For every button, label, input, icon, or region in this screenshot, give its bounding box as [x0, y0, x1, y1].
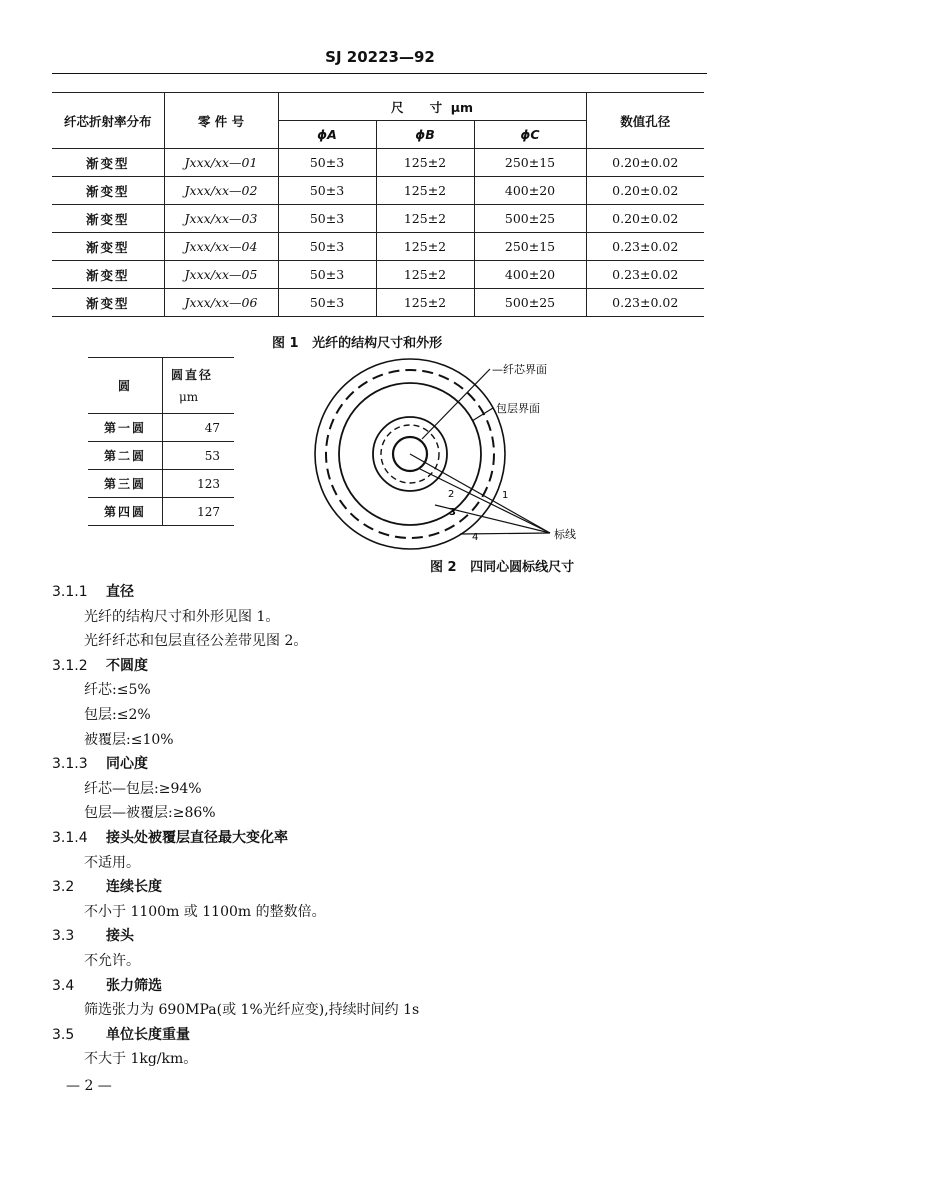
cell-c: 500±25	[474, 289, 586, 317]
section-line: 包层—被覆层:≥86%	[84, 805, 216, 822]
section-title: 接头处被覆层直径最大变化率	[106, 829, 288, 846]
marker-number-4: 4	[472, 532, 479, 543]
page-number: — 2 —	[66, 1078, 112, 1094]
section-line: 不大于 1kg/km。	[84, 1051, 198, 1068]
header-diameter	[163, 358, 235, 414]
concentric-circles-figure	[300, 355, 620, 555]
header-phi-a: ϕA	[278, 121, 376, 149]
table-row	[88, 414, 234, 442]
cladding-interface-label: 包层界面	[496, 402, 540, 415]
marker-number-3: 3	[449, 507, 456, 518]
cell-a: 50±3	[278, 177, 376, 205]
table-row	[52, 177, 704, 205]
section-line: 不允许。	[84, 952, 140, 969]
cell-a: 50±3	[278, 289, 376, 317]
cell-na: 0.20±0.02	[586, 149, 704, 177]
cell-distribution: 渐变型	[52, 205, 164, 233]
section-title: 不圆度	[106, 657, 148, 674]
cell-na: 0.20±0.02	[586, 177, 704, 205]
cell-a: 50±3	[278, 205, 376, 233]
section-number: 3.3	[52, 928, 75, 945]
cell-circle-name: 第四圆	[88, 498, 163, 526]
cell-part: Jxxx/xx—03	[164, 205, 278, 233]
section-heading	[52, 875, 752, 900]
section-title: 连续长度	[106, 879, 162, 896]
cell-part: Jxxx/xx—05	[164, 261, 278, 289]
cell-distribution: 渐变型	[52, 177, 164, 205]
section-line: 被覆层:≤10%	[84, 731, 174, 748]
section-heading	[52, 826, 752, 851]
core-interface-leader	[422, 369, 490, 439]
cell-c: 500±25	[474, 205, 586, 233]
section-number: 3.5	[52, 1026, 75, 1043]
section-title: 单位长度重量	[106, 1026, 190, 1043]
table-row	[88, 470, 234, 498]
cell-c: 250±15	[474, 233, 586, 261]
section-number: 3.2	[52, 879, 75, 896]
cell-part: Jxxx/xx—06	[164, 289, 278, 317]
section-heading	[52, 752, 752, 777]
cell-na: 0.23±0.02	[586, 261, 704, 289]
section-heading	[52, 654, 752, 679]
section-number: 3.1.3	[52, 756, 88, 773]
header-numerical-aperture: 数值孔径	[586, 93, 704, 149]
cell-circle-diameter: 47	[163, 414, 235, 442]
table-row	[88, 498, 234, 526]
cell-b: 125±2	[376, 261, 474, 289]
cell-circle-name: 第一圆	[88, 414, 163, 442]
figure1-caption: 图 1 光纤的结构尺寸和外形	[272, 336, 443, 351]
cell-circle-name: 第二圆	[88, 442, 163, 470]
section-line: 不适用。	[84, 854, 140, 871]
cell-distribution: 渐变型	[52, 261, 164, 289]
section-heading	[52, 580, 752, 605]
figure2-caption: 图 2 四同心圆标线尺寸	[430, 560, 575, 575]
cell-circle-name: 第三圆	[88, 470, 163, 498]
header-distribution: 纤芯折射率分布	[52, 93, 164, 149]
section-title: 接头	[106, 928, 134, 945]
cell-a: 50±3	[278, 149, 376, 177]
header-rule	[52, 73, 707, 74]
section-line: 包层:≤2%	[84, 706, 151, 723]
section-line: 不小于 1100m 或 1100m 的整数倍。	[84, 903, 326, 920]
header-diameter-unit: μm	[179, 389, 199, 404]
header-diameter-label: 圆直径	[171, 367, 214, 382]
section-heading	[52, 1023, 752, 1048]
marker-line-2	[420, 469, 550, 533]
cell-circle-diameter: 53	[163, 442, 235, 470]
cell-b: 125±2	[376, 149, 474, 177]
cell-b: 125±2	[376, 233, 474, 261]
cell-a: 50±3	[278, 233, 376, 261]
table-row	[52, 205, 704, 233]
marker-number-1: 1	[502, 490, 509, 501]
table-row	[52, 261, 704, 289]
cell-na: 0.20±0.02	[586, 205, 704, 233]
cell-part: Jxxx/xx—04	[164, 233, 278, 261]
section-title: 直径	[106, 584, 134, 600]
cell-b: 125±2	[376, 289, 474, 317]
header-phi-c: ϕC	[474, 121, 586, 149]
cell-b: 125±2	[376, 177, 474, 205]
section-line: 纤芯—包层:≥94%	[84, 780, 202, 797]
cell-c: 400±20	[474, 261, 586, 289]
header-phi-b: ϕB	[376, 121, 474, 149]
section-line: 光纤纤芯和包层直径公差带见图 2。	[84, 633, 308, 650]
section-title: 同心度	[106, 756, 148, 773]
cell-na: 0.23±0.02	[586, 289, 704, 317]
header-part-number: 零 件 号	[164, 93, 278, 149]
document-number: SJ 20223—92	[325, 48, 435, 66]
cell-distribution: 渐变型	[52, 289, 164, 317]
table-row	[52, 233, 704, 261]
section-number: 3.1.1	[52, 584, 88, 600]
section-heading	[52, 974, 752, 999]
core-interface-text: 纤芯界面	[503, 363, 547, 376]
cell-circle-diameter: 127	[163, 498, 235, 526]
cell-part: Jxxx/xx—02	[164, 177, 278, 205]
section-title: 张力筛选	[106, 977, 162, 994]
fiber-dimensions-table	[52, 92, 704, 317]
section-line: 筛选张力为 690MPa(或 1%光纤应变),持续时间约 1s	[84, 1002, 420, 1019]
section-number: 3.4	[52, 977, 75, 994]
table-row	[88, 442, 234, 470]
core-interface-label	[492, 363, 547, 376]
cell-na: 0.23±0.02	[586, 233, 704, 261]
body-sections	[52, 580, 752, 1072]
cell-part: Jxxx/xx—01	[164, 149, 278, 177]
cell-c: 250±15	[474, 149, 586, 177]
header-dimension: 尺 寸 μm	[278, 93, 586, 121]
cell-distribution: 渐变型	[52, 149, 164, 177]
cell-distribution: 渐变型	[52, 233, 164, 261]
section-number: 3.1.4	[52, 829, 88, 846]
marker-number-2: 2	[448, 489, 455, 500]
marker-lines-label: 标线	[554, 528, 576, 541]
table-row	[52, 149, 704, 177]
section-heading	[52, 924, 752, 949]
circle-diameter-table	[88, 357, 234, 526]
table-row	[52, 289, 704, 317]
cell-b: 125±2	[376, 205, 474, 233]
label-dash-glyph: —	[492, 363, 503, 376]
cell-circle-diameter: 123	[163, 470, 235, 498]
section-number: 3.1.2	[52, 657, 88, 674]
section-line: 光纤的结构尺寸和外形见图 1。	[84, 608, 280, 625]
header-circle: 圆	[88, 358, 163, 414]
section-line: 纤芯:≤5%	[84, 682, 151, 699]
cell-a: 50±3	[278, 261, 376, 289]
cell-c: 400±20	[474, 177, 586, 205]
